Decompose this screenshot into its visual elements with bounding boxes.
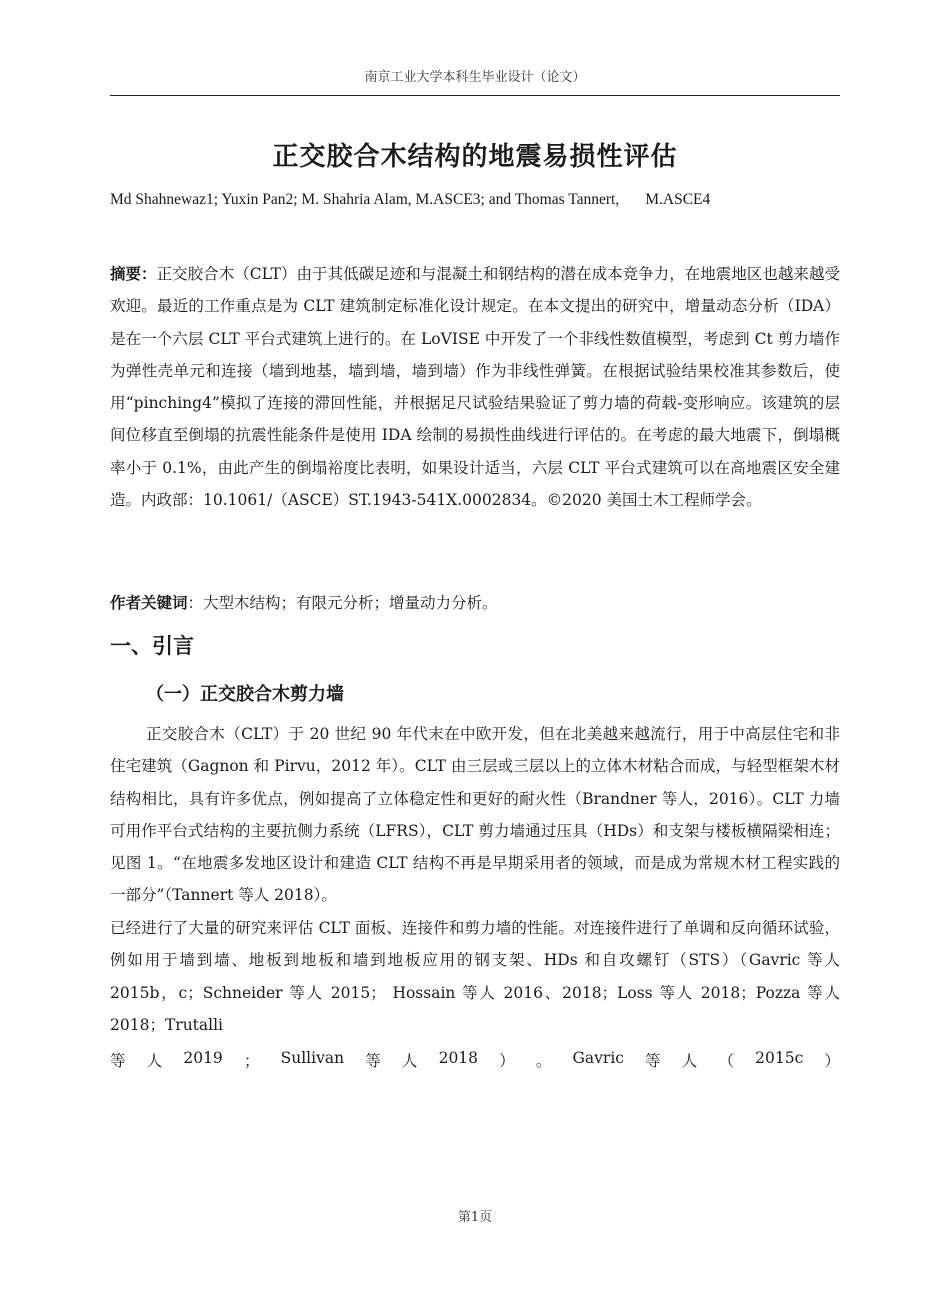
abstract [110,258,840,516]
abstract-label: 摘要： [110,265,157,283]
tail-token: 2019 [183,1049,223,1067]
authors-main: Md Shahnewaz1; Yuxin Pan2; M. Shahria Alam, M.ASCE3; and Thomas Tannert, [110,191,620,208]
tail-token: 人 [401,1052,418,1070]
paragraph-1: 正交胶合木（CLT）于 20 世纪 90 年代末在中欧开发，但在北美越来越流行，用于中高层住宅和非住宅建筑（Gagnon 和 Pirvu，2012 年）。CLT 由三层或三层以上的立体木材粘合而成，与轻型框架木材结构相比，具有许多优点，例如提高了立体稳定性和更好的耐火性（Brandner 等人，2016）。CLT 力墙可用作平台式结构的主要抗侧力系统（LFRS），CLT 剪力墙通过压具（HDs）和支架与楼板横隔梁相连；见图 1。“在地震多发地区设计和建造 CLT 结构不再是早期采用者的领域，而是成为常规木材工程实践的一部分”（Tannert 等人 2018）。 [110,725,840,905]
tail-token: 人 [146,1052,163,1070]
author-line [110,191,840,209]
tail-token: 2018 [438,1049,479,1067]
tail-token: Sullivan [280,1049,345,1067]
tail-token: 等 [365,1052,381,1070]
authors-tail: M.ASCE4 [645,191,711,208]
tail-token: 等 [110,1052,126,1070]
page-number: 第1页 [457,1210,493,1225]
tail-token: ） [499,1052,515,1070]
tail-token: 人 [681,1052,698,1070]
tail-token: 2015c [755,1049,804,1067]
section-heading-introduction: 一、引言 [110,634,194,658]
tail-token: 等 [645,1052,661,1070]
abstract-text: 正交胶合木（CLT）由于其低碳足迹和与混凝土和钢结构的潜在成本竞争力，在地震地区也越来越受欢迎。最近的工作重点是为 CLT 建筑制定标准化设计规定。在本文提出的研究中，增量动态分析（IDA）是在一个六层 CLT 平台式建筑上进行的。在 LoVISE 中开发了一个非线性数值模型，考虑到 Ct 剪力墙作为弹性壳单元和连接（墙到地基，墙到墙，墙到墙）作为非线性弹簧。在根据试验结果校准其参数后，使用“pinching4”模拟了连接的滞回性能，并根据足尺试验结果验证了剪力墙的荷载-变形响应。该建筑的层间位移直至倒塌的抗震性能条件是使用 IDA 绘制的易损性曲线进行评估的。在考虑的最大地震下，倒塌概率小于 0.1%，由此产生的倒塌裕度比表明，如果设计适当，六层 CLT 平台式建筑可以在高地震区安全建造。内政部：10.1061/（ASCE）ST.1943-541X.0002834。©2020 美国土木工程师学会。 [110,265,840,510]
tail-token: Gavric [572,1049,624,1067]
tail-token: 。 [535,1052,552,1070]
running-header: 南京工业大学本科生毕业设计（论文） [364,70,586,85]
paper-title: 正交胶合木结构的地震易损性评估 [272,142,678,172]
tail-token: ） [824,1052,840,1070]
keywords-text: ：大型木结构；有限元分析；增量动力分析。 [187,594,498,612]
subsection-heading-clt-shear-walls: （一）正交胶合木剪力墙 [146,684,344,705]
keywords [110,587,840,619]
keywords-label: 作者关键词 [110,594,188,612]
header-divider [110,95,840,96]
tail-token: （ [718,1052,734,1070]
tail-token: ； [243,1052,260,1070]
paragraph-2-last-line [110,1049,840,1071]
paragraph-2: 已经进行了大量的研究来评估 CLT 面板、连接件和剪力墙的性能。对连接件进行了单调和反向循环试验，例如用于墙到墙、地板到地板和墙到地板应用的钢支架、HDs 和自攻螺钉（STS）（Gavric 等人 2015b，c；Schneider 等人 2015； Hossain 等人 2016、2018；Loss 等人 2018；Pozza 等人 2018；Trutalli [110,919,840,1034]
